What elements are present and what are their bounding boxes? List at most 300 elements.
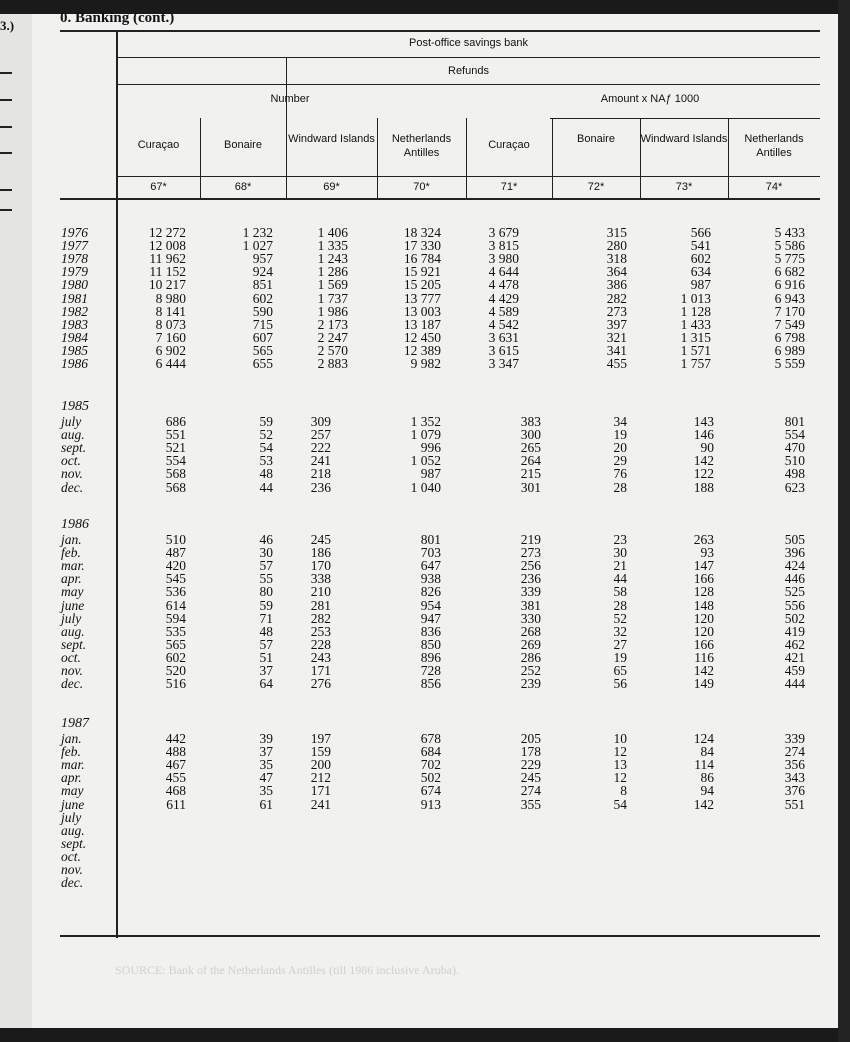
row-label: 1982 [61,303,88,319]
row-label: 1976 [61,225,88,240]
table-cell: 455 [606,356,627,371]
table-cell: 364 [606,264,627,280]
table-cell: 3 631 [488,329,519,345]
table-cell: 1 737 [317,290,348,306]
table-cell: 300 [520,427,541,443]
row-label: 1977 [61,238,88,254]
row-label: may [61,584,84,600]
table-cell: 219 [520,532,541,547]
table-cell: 1 315 [680,329,711,345]
table-cell: 954 [420,597,441,613]
table-cell: 241 [310,453,331,469]
adjacent-page-text: 3.) [0,18,15,33]
document-page [32,14,838,1028]
table-cell: 996 [420,440,441,456]
table-cell: 502 [420,770,441,786]
table-cell: 1 027 [242,238,273,254]
row-label: mar. [61,558,85,574]
table-cell: 253 [310,623,331,639]
row-label: jan. [61,731,82,746]
table-cell: 11 962 [149,251,186,267]
table-cell: 355 [520,796,541,812]
table-cell: 525 [784,584,805,600]
table-cell: 7 160 [155,329,186,345]
table-cell: 924 [252,264,273,280]
table-cell: 6 798 [774,329,805,345]
table-cell: 678 [420,731,441,746]
table-cell: 186 [310,545,331,561]
table-cell: 48 [259,623,273,639]
table-cell: 236 [310,479,331,495]
table-cell: 10 [613,731,627,746]
table-cell: 498 [784,466,805,482]
table-cell: 276 [310,676,331,692]
table-cell: 84 [700,744,714,760]
table-cell: 1 040 [410,479,441,495]
table-cell: 1 243 [317,251,348,267]
table-cell: 568 [165,479,186,495]
table-cell: 444 [784,676,805,692]
table-cell: 27 [613,636,627,652]
table-cell: 142 [693,453,714,469]
table-cell: 655 [252,356,273,371]
table-cell: 5 559 [774,356,805,371]
table-cell: 12 272 [148,225,186,240]
table-cell: 170 [310,558,331,574]
table-cell: 241 [310,796,331,812]
row-label: 1981 [61,290,88,306]
column-code: 74* [765,181,783,193]
table-cell: 801 [784,414,805,429]
table-cell: 124 [693,731,714,746]
table-cell: 1 986 [317,303,348,319]
table-cell: 48 [259,466,273,482]
table-cell: 245 [520,770,541,786]
table-cell: 541 [690,238,711,254]
table-cell: 602 [252,290,273,306]
table-cell: 309 [310,414,331,429]
row-label: aug. [61,623,85,639]
table-cell: 386 [606,277,627,293]
table-cell: 282 [606,290,627,306]
year-heading: 1985 [61,399,89,414]
table-cell: 7 170 [774,303,805,319]
table-cell: 896 [420,649,441,665]
table-cell: 114 [694,757,714,773]
row-label: mar. [61,757,85,773]
table-cell: 703 [420,545,441,561]
table-cell: 12 008 [148,238,186,254]
table-cell: 17 330 [403,238,441,254]
table-cell: 35 [259,783,273,799]
column-header: Windward Islands [640,133,728,145]
table-cell: 273 [520,545,541,561]
table-cell: 321 [606,329,627,345]
table-cell: 64 [259,676,273,692]
table-cell: 120 [693,623,714,639]
table-cell: 16 784 [403,251,441,267]
table-cell: 13 003 [403,303,441,319]
row-label: sept. [61,835,87,851]
table-cell: 913 [420,796,441,812]
table-cell: 301 [520,479,541,495]
table-cell: 520 [165,663,186,678]
table-cell: 236 [520,571,541,587]
table-cell: 836 [420,623,441,639]
table-cell: 521 [165,440,186,456]
table-cell: 282 [310,610,331,626]
table-cell: 594 [165,610,186,626]
table-cell: 15 205 [403,277,441,293]
table-cell: 54 [613,796,627,812]
table-cell: 1 352 [410,414,441,429]
column-header: Netherlands Antilles [744,133,804,159]
table-cell: 12 [613,744,627,760]
table-cell: 197 [310,731,331,746]
table-cell: 205 [520,731,541,746]
table-cell: 376 [784,783,805,799]
table-cell: 51 [259,649,273,665]
table-cell: 566 [690,225,711,240]
column-code: 71* [500,181,518,193]
table-cell: 44 [259,479,273,495]
table-cell: 516 [165,676,186,692]
table-cell: 341 [606,342,627,358]
table-cell: 286 [520,649,541,665]
table-cell: 53 [259,453,273,469]
column-code: 72* [587,181,605,193]
table-cell: 57 [259,636,273,652]
year-heading: 1987 [61,716,89,731]
table-cell: 987 [690,277,711,293]
column-code: 67* [150,181,167,193]
table-cell: 32 [613,623,627,639]
table-cell: 13 [613,757,627,773]
row-label: feb. [61,744,81,760]
table-cell: 1 013 [680,290,711,306]
table-cell: 58 [613,584,627,600]
table-cell: 212 [310,770,331,786]
table-cell: 851 [252,277,273,293]
header-number: Number [270,93,310,105]
table-cell: 12 [613,770,627,786]
table-cell: 1 335 [317,238,348,254]
row-label: 1984 [61,329,88,345]
table-cell: 468 [165,783,186,799]
table-cell: 455 [165,770,186,786]
table-cell: 5 433 [774,225,805,240]
table-cell: 565 [165,636,186,652]
table-cell: 554 [784,427,805,443]
table-cell: 6 444 [155,356,186,371]
table-cell: 122 [693,466,714,482]
table-cell: 19 [613,427,627,443]
table-cell: 470 [784,440,805,456]
table-cell: 1 757 [680,356,711,371]
row-label: dec. [61,875,84,891]
table-cell: 23 [613,532,627,547]
row-label: nov. [61,862,83,877]
table-cell: 7 549 [774,316,805,332]
table-cell: 146 [693,427,714,443]
table-cell: 166 [693,571,714,587]
table-cell: 5 586 [774,238,805,254]
table-cell: 6 989 [774,342,805,358]
row-label: sept. [61,440,87,456]
header-refunds: Refunds [448,65,489,77]
table-cell: 1 286 [317,264,348,280]
table-cell: 215 [520,466,541,482]
table-cell: 55 [259,571,273,587]
table-cell: 1 232 [242,225,273,240]
table-cell: 228 [310,636,331,652]
table-cell: 57 [259,558,273,574]
table-cell: 1 571 [680,342,711,358]
table-cell: 602 [690,251,711,267]
table-cell: 65 [613,663,627,678]
row-label: sept. [61,636,87,652]
table-cell: 15 921 [403,264,441,280]
section-title: 0. Banking (cont.) [60,10,175,26]
table-cell: 218 [310,466,331,482]
table-cell: 143 [693,414,714,429]
table-cell: 6 916 [774,277,805,293]
table-cell: 343 [784,770,805,786]
column-code: 69* [323,181,340,193]
table-cell: 6 902 [155,342,186,358]
table-cell: 13 187 [403,316,441,332]
table-cell: 856 [420,676,441,692]
table-cell: 21 [613,558,627,574]
table-cell: 142 [693,796,714,812]
table-cell: 535 [165,623,186,639]
row-label: 1986 [61,356,88,371]
table-cell: 684 [420,744,441,760]
table-cell: 200 [310,757,331,773]
table-cell: 554 [165,453,186,469]
table-cell: 987 [420,466,441,482]
table-cell: 71 [259,610,273,626]
table-cell: 239 [520,676,541,692]
table-cell: 338 [310,571,331,587]
table-cell: 274 [784,744,805,760]
table-cell: 39 [259,731,273,746]
table-cell: 90 [700,440,714,456]
row-label: 1983 [61,316,88,332]
table-cell: 383 [520,414,541,429]
row-label: apr. [61,571,82,587]
table-cell: 381 [520,597,541,613]
table-cell: 590 [252,303,273,319]
row-label: july [61,809,82,825]
table-cell: 120 [693,610,714,626]
year-heading: 1986 [61,517,89,532]
table-cell: 850 [420,636,441,652]
table-cell: 222 [310,440,331,456]
table-cell: 8 073 [155,316,186,332]
table-cell: 28 [613,479,627,495]
column-header: Bonaire [577,133,615,145]
table-cell: 6 943 [774,290,805,306]
row-label: nov. [61,663,83,678]
table-cell: 1 569 [317,277,348,293]
table-cell: 1 406 [317,225,348,240]
table-cell: 93 [700,545,714,561]
table-cell: 4 429 [488,290,519,306]
table-cell: 611 [166,796,186,812]
table-cell: 149 [693,676,714,692]
table-cell: 148 [693,597,714,613]
table-cell: 510 [165,532,186,547]
table-cell: 614 [165,597,186,613]
table-cell: 128 [693,584,714,600]
table-cell: 2 570 [317,342,348,358]
table-cell: 19 [613,649,627,665]
table-cell: 257 [310,427,331,443]
adjacent-page-edge [0,14,33,1028]
row-label: 1985 [61,342,88,358]
row-label: nov. [61,466,83,482]
table-cell: 634 [690,264,711,280]
table-cell: 229 [520,757,541,773]
table-cell: 424 [784,558,805,574]
table-cell: 1 433 [680,316,711,332]
table-cell: 281 [310,597,331,613]
table-cell: 4 478 [488,277,519,293]
table-cell: 94 [700,783,714,799]
row-label: jan. [61,532,82,547]
row-label: dec. [61,676,84,692]
table-cell: 3 615 [488,342,519,358]
table-cell: 957 [252,251,273,267]
table-cell: 116 [694,649,714,665]
table-cell: 420 [165,558,186,574]
table-cell: 318 [606,251,627,267]
table-cell: 505 [784,532,805,547]
table-cell: 4 542 [488,316,519,332]
row-label: aug. [61,822,85,838]
table-cell: 56 [613,676,627,692]
table-cell: 273 [606,303,627,319]
table-cell: 947 [420,610,441,626]
table-cell: 3 679 [488,225,519,240]
table-cell: 20 [613,440,627,456]
table-cell: 623 [784,479,805,495]
table-cell: 243 [310,649,331,665]
table-cell: 459 [784,663,805,678]
table-cell: 467 [165,757,186,773]
row-label: july [61,610,82,626]
table-cell: 210 [310,584,331,600]
table-cell: 3 980 [488,251,519,267]
table-cell: 264 [520,453,541,469]
table-cell: 551 [784,796,805,812]
table-cell: 30 [259,545,273,561]
table-cell: 728 [420,663,441,678]
table-cell: 715 [252,316,273,332]
table-cell: 330 [520,610,541,626]
table-cell: 801 [420,532,441,547]
table-cell: 1 079 [410,427,441,443]
table-cell: 86 [700,770,714,786]
row-label: july [61,414,82,429]
table-cell: 8 [620,783,627,799]
table-cell: 419 [784,623,805,639]
table-cell: 188 [693,479,714,495]
column-code: 70* [413,181,430,193]
table-cell: 462 [784,636,805,652]
table-cell: 2 173 [317,316,348,332]
table-cell: 3 347 [488,356,519,371]
table-cell: 142 [693,663,714,678]
row-label: apr. [61,770,82,786]
row-label: june [61,796,85,812]
table-cell: 339 [520,584,541,600]
row-label: feb. [61,545,81,561]
table-cell: 607 [252,329,273,345]
table-cell: 565 [252,342,273,358]
column-header: Curaçao [488,139,530,151]
table-cell: 1 052 [410,453,441,469]
table-cell: 265 [520,440,541,456]
table-cell: 356 [784,757,805,773]
table-cell: 4 644 [488,264,519,280]
source-note-bleedthrough: SOURCE: Bank of the Netherlands Antilles (till 1986 inclusive Aruba). [115,963,459,977]
table-cell: 8 141 [155,303,186,319]
column-code: 68* [234,181,252,193]
row-label: 1978 [61,251,88,267]
table-cell: 938 [420,571,441,587]
table-cell: 602 [165,649,186,665]
column-header: Bonaire [224,139,262,151]
table-cell: 12 450 [403,329,441,345]
table-cell: 263 [693,532,714,547]
header-post-office-savings-bank: Post-office savings bank [408,37,529,49]
table-cell: 487 [165,545,186,561]
table-cell: 178 [520,744,541,760]
table-cell: 52 [259,427,273,443]
table-cell: 35 [259,757,273,773]
table-cell: 551 [165,427,186,443]
table-cell: 34 [613,414,627,429]
table-cell: 12 389 [403,342,441,358]
table-cell: 30 [613,545,627,561]
table-cell: 647 [420,558,441,574]
table-cell: 274 [520,783,541,799]
table-cell: 171 [310,663,331,678]
table-cell: 166 [693,636,714,652]
table-cell: 2 883 [317,356,348,371]
table-cell: 702 [420,757,441,773]
table-cell: 54 [259,440,273,456]
table-cell: 339 [784,731,805,746]
row-label: oct. [61,649,81,665]
table-cell: 80 [259,584,273,600]
row-label: 1979 [61,264,88,280]
table-cell: 8 980 [155,290,186,306]
table-cell: 556 [784,597,805,613]
table-cell: 44 [613,571,627,587]
table-cell: 52 [613,610,627,626]
table-cell: 674 [420,783,441,799]
table-cell: 245 [310,532,331,547]
table-cell: 37 [259,663,273,678]
column-header: Netherlands Antilles [391,133,452,159]
table-cell: 37 [259,744,273,760]
table-cell: 686 [165,414,186,429]
table-cell: 5 775 [774,251,805,267]
table-cell: 536 [165,584,186,600]
